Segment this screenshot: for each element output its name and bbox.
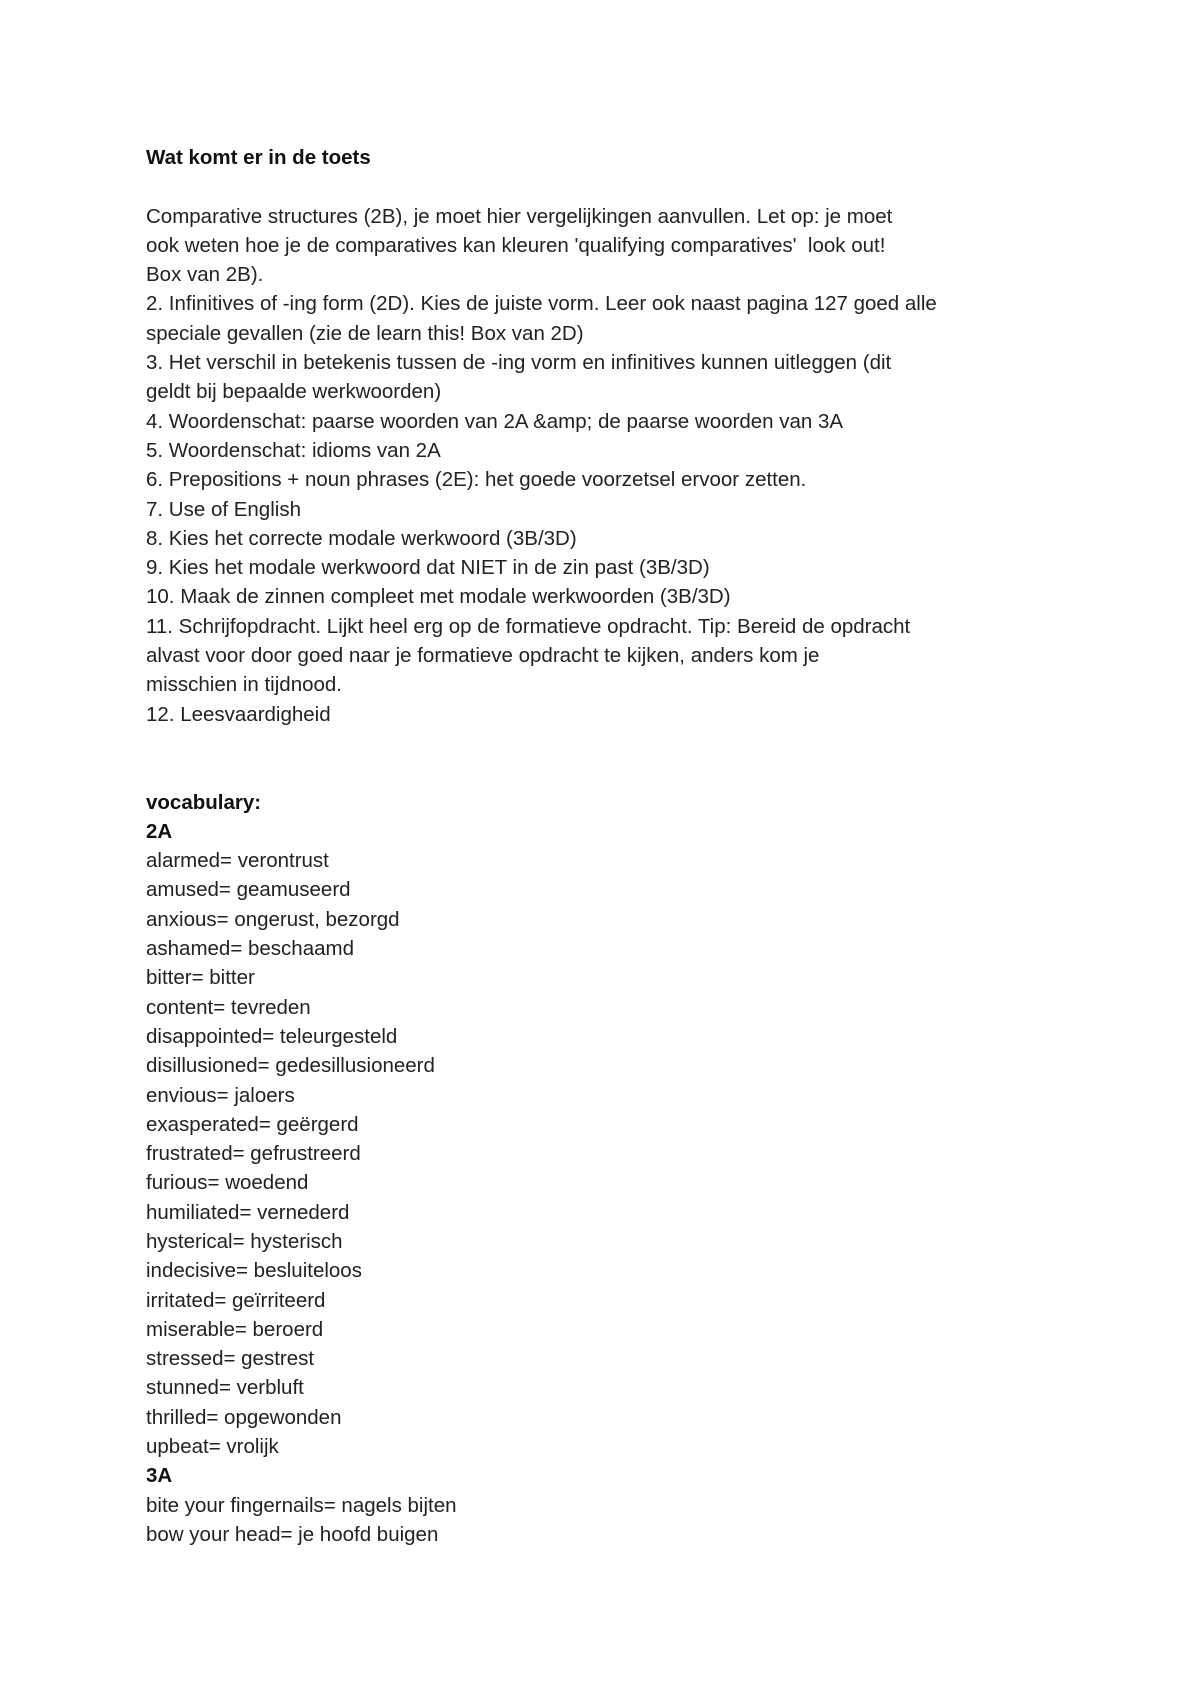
- vocab-list-3a: [146, 1491, 1046, 1550]
- vocab-item: humiliated= vernederd: [146, 1200, 350, 1224]
- vocab-item: content= tevreden: [146, 995, 311, 1019]
- vocab-list-2a: [146, 846, 1046, 1461]
- list-item: 12. Leesvaardigheid: [146, 702, 331, 726]
- vocab-item: anxious= ongerust, bezorgd: [146, 907, 400, 931]
- vocab-item: exasperated= geërgerd: [146, 1112, 359, 1136]
- spacer: [146, 729, 1046, 788]
- list-item: Box van 2B).: [146, 263, 264, 287]
- vocab-item: envious= jaloers: [146, 1083, 295, 1107]
- vocab-item: upbeat= vrolijk: [146, 1435, 279, 1459]
- vocab-item: miserable= beroerd: [146, 1317, 324, 1341]
- list-item: 7. Use of English: [146, 497, 301, 521]
- vocab-item: disillusioned= gedesillusioneerd: [146, 1054, 435, 1078]
- list-item: 4. Woordenschat: paarse woorden van 2A &amp; de paarse woorden van 3A: [146, 409, 844, 433]
- vocabulary-heading: vocabulary:: [146, 790, 262, 814]
- vocabulary-section: [146, 788, 1046, 1550]
- vocab-item: bow your head= je hoofd buigen: [146, 1522, 439, 1546]
- list-item: misschien in tijdnood.: [146, 673, 342, 697]
- list-item: Comparative structures (2B), je moet hier vergelijkingen aanvullen. Let op: je moet: [146, 204, 893, 228]
- vocab-item: thrilled= opgewonden: [146, 1405, 342, 1429]
- test-content-list: [146, 202, 1046, 729]
- vocab-item: stunned= verbluft: [146, 1376, 304, 1400]
- vocab-item: bitter= bitter: [146, 966, 255, 990]
- section-heading-3a: 3A: [146, 1464, 173, 1488]
- document-page: [146, 143, 1046, 1549]
- list-item: geldt bij bepaalde werkwoorden): [146, 380, 442, 404]
- list-item: 6. Prepositions + noun phrases (2E): het goede voorzetsel ervoor zetten.: [146, 468, 807, 492]
- vocab-item: frustrated= gefrustreerd: [146, 1142, 361, 1166]
- vocab-item: ashamed= beschaamd: [146, 937, 354, 961]
- document-title: Wat komt er in de toets: [146, 146, 371, 169]
- section-heading-2a: 2A: [146, 819, 173, 843]
- vocab-item: amused= geamuseerd: [146, 878, 351, 902]
- list-item: 9. Kies het modale werkwoord dat NIET in de zin past (3B/3D): [146, 556, 710, 580]
- vocab-item: bite your fingernails= nagels bijten: [146, 1493, 457, 1517]
- spacer: [146, 172, 1046, 201]
- vocab-item: stressed= gestrest: [146, 1347, 315, 1371]
- list-item: speciale gevallen (zie de learn this! Box van 2D): [146, 321, 584, 345]
- list-item: 2. Infinitives of -ing form (2D). Kies de juiste vorm. Leer ook naast pagina 127 goed alle: [146, 292, 937, 316]
- list-item: alvast voor door goed naar je formatieve opdracht te kijken, anders kom je: [146, 644, 820, 668]
- list-item: 11. Schrijfopdracht. Lijkt heel erg op de formatieve opdracht. Tip: Bereid de opdracht: [146, 614, 911, 638]
- list-item: 10. Maak de zinnen compleet met modale werkwoorden (3B/3D): [146, 585, 731, 609]
- list-item: ook weten hoe je de comparatives kan kleuren 'qualifying comparatives' look out!: [146, 233, 886, 257]
- vocab-item: irritated= geïrriteerd: [146, 1288, 326, 1312]
- list-item: 3. Het verschil in betekenis tussen de -ing vorm en infinitives kunnen uitleggen (dit: [146, 351, 892, 375]
- vocab-item: indecisive= besluiteloos: [146, 1259, 362, 1283]
- vocab-item: disappointed= teleurgesteld: [146, 1024, 398, 1048]
- list-item: 5. Woordenschat: idioms van 2A: [146, 438, 441, 462]
- vocab-item: hysterical= hysterisch: [146, 1229, 343, 1253]
- vocab-item: alarmed= verontrust: [146, 849, 329, 873]
- list-item: 8. Kies het correcte modale werkwoord (3B/3D): [146, 526, 577, 550]
- vocab-item: furious= woedend: [146, 1171, 309, 1195]
